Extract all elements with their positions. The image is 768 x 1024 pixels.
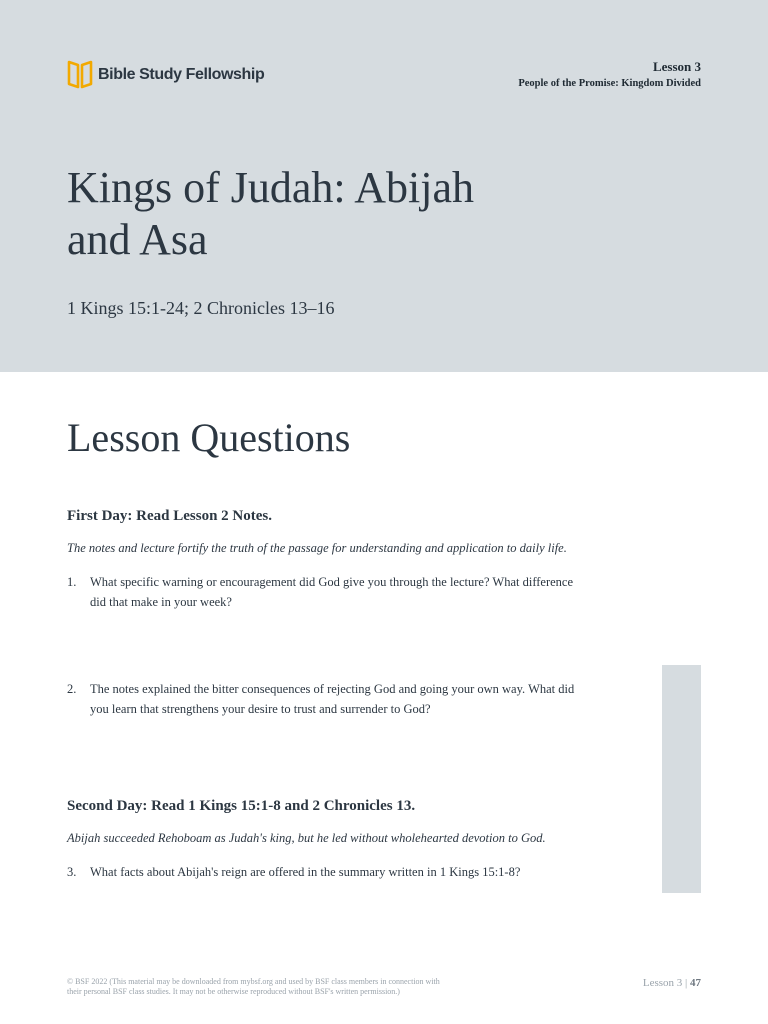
question-item (67, 679, 587, 719)
question-number: 2. (67, 682, 77, 696)
question-item (67, 572, 587, 612)
logo-text: Bible Study Fellowship (98, 66, 265, 83)
section-title: Lesson Questions (67, 415, 351, 460)
question-text: What facts about Abijah's reign are offered in the summary written in 1 Kings 15:1-8? (90, 865, 521, 879)
bsf-logo (67, 60, 264, 90)
open-book-icon (67, 60, 93, 90)
question-item (67, 862, 587, 882)
lesson-number: Lesson 3 (652, 59, 701, 74)
lesson-meta (518, 59, 701, 93)
page-number: 47 (690, 977, 701, 989)
page-footer (643, 977, 701, 989)
scripture-passage: 1 Kings 15:1-24; 2 Chronicles 13–16 (67, 298, 335, 318)
series-title: People of the Promise: Kingdom Divided (518, 78, 701, 89)
question-text: The notes explained the bitter consequences of rejecting God and going your own way. What did you learn that strengthens your desire to trust and surrender to God? (90, 682, 575, 716)
copyright-notice: © BSF 2022 (This material may be downloaded from mybsf.org and used by BSF class members in connection with their personal BSF class studies. It may not be otherwise reproduced without BSF's written permission.) (67, 977, 440, 996)
question-number: 1. (67, 575, 77, 589)
second-day-heading: Second Day: Read 1 Kings 15:1-8 and 2 Chronicles 13. (67, 798, 416, 814)
first-day-heading: First Day: Read Lesson 2 Notes. (67, 508, 272, 524)
page-label: Lesson 3 | (642, 977, 688, 989)
second-day-intro: Abijah succeeded Rehoboam as Judah's king, but he led without wholehearted devotion to God. (67, 831, 546, 845)
question-text: What specific warning or encouragement did God give you through the lecture? What difference did that make in your week? (90, 575, 574, 609)
page-title: Kings of Judah: Abijah and Asa (67, 163, 474, 264)
first-day-intro: The notes and lecture fortify the truth of the passage for understanding and application to daily life. (67, 541, 567, 555)
side-tab (662, 665, 701, 893)
question-number: 3. (67, 865, 77, 879)
